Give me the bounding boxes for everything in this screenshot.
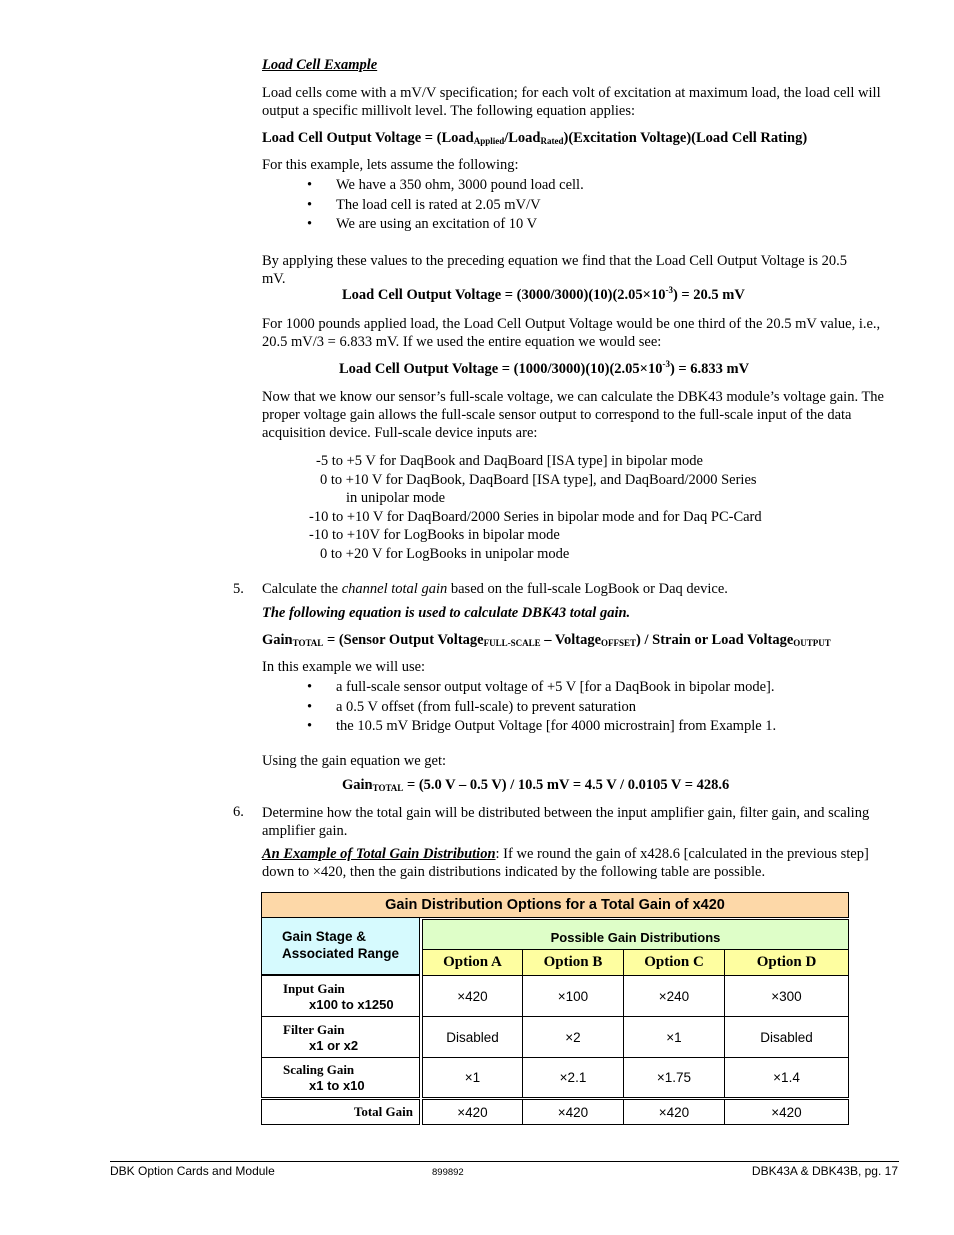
- step6-text: Determine how the total gain will be distributed between the input amplifier gain, filter gain, and scaling amplifier gain.: [262, 805, 870, 839]
- list-item: -10 to +10 V for DaqBoard/2000 Series in bipolar mode and for Daq PC-Card: [309, 509, 762, 525]
- table-cell: ×1.4: [724, 1057, 849, 1098]
- list-item: • We have a 350 ohm, 3000 pound load cell.: [307, 177, 584, 193]
- step-number: 5.: [233, 581, 244, 597]
- row-range: x100 to x1250: [309, 997, 394, 1012]
- list-item: • We are using an excitation of 10 V: [307, 216, 538, 232]
- row-range: x1 or x2: [309, 1038, 359, 1053]
- total-cell: ×420: [522, 1099, 624, 1125]
- row-name: Filter Gain: [283, 1022, 345, 1037]
- table-title: Gain Distribution Options for a Total Gain of x420: [261, 892, 849, 918]
- footer-center: 899892: [432, 1167, 464, 1178]
- equation-gain-total: Gain$_{TOTAL}$ = (Sensor Output Voltage$_{FULL-SCALE}$ – Voltage$_{OFFSET}$) / Strain or Load Voltage$_{OUTPUT}$: [262, 632, 831, 648]
- list-item: -10 to +10V for LogBooks in bipolar mode: [309, 527, 560, 543]
- para-1000-pounds: For 1000 pounds applied load, the Load Cell Output Voltage would be one third of the 20.5 mV value, i.e., 20.5 mV/3 = 6.833 mV. If we used the entire equation we would see:: [262, 316, 881, 350]
- table-cell: ×1: [623, 1016, 725, 1058]
- use-text: In this example we will use:: [262, 659, 426, 675]
- example-list: [307, 678, 910, 737]
- total-cell: ×420: [724, 1099, 849, 1125]
- applying-paragraph: By applying these values to the preceding equation we find that the Load Cell Output Voltage is 20.5 mV.: [262, 253, 847, 287]
- table-cell: Disabled: [724, 1016, 849, 1058]
- using-text: Using the gain equation we get:: [262, 753, 447, 769]
- list-item: • a full-scale sensor output voltage of +5 V [for a DaqBook in bipolar mode].: [307, 679, 775, 695]
- total-gain-label: Total Gain: [261, 1099, 420, 1125]
- list-item: -5 to +5 V for DaqBook and DaqBoard [ISA type] in bipolar mode: [316, 453, 703, 469]
- option-d-header: Option D: [724, 949, 849, 976]
- option-a-header: Option A: [422, 949, 523, 976]
- footer-divider: [110, 1161, 899, 1162]
- table-cell: ×1: [422, 1057, 523, 1098]
- table-cell: ×1.75: [623, 1057, 725, 1098]
- row-range: x1 to x10: [309, 1078, 365, 1093]
- gain-distribution-table: [261, 892, 849, 1125]
- row-name: Scaling Gain: [283, 1062, 355, 1077]
- table-cell: ×240: [623, 975, 725, 1017]
- assume-text: For this example, lets assume the following:: [262, 157, 519, 173]
- section-heading: Load Cell Example: [262, 57, 378, 73]
- possible-header: Possible Gain Distributions: [422, 919, 849, 950]
- list-item: • a 0.5 V offset (from full-scale) to prevent saturation: [307, 698, 636, 715]
- option-c-header: Option C: [623, 949, 725, 976]
- intro-paragraph: Load cells come with a mV/V specification; for each volt of excitation at maximum load, the load cell will output a specific millivolt level. The following equation applies:: [262, 85, 881, 119]
- total-cell: ×420: [623, 1099, 725, 1125]
- footer-right: DBK43A & DBK43B, pg. 17: [751, 1164, 898, 1178]
- table-cell: ×2.1: [522, 1057, 624, 1098]
- list-item: in unipolar mode: [346, 490, 446, 506]
- list-item: • The load cell is rated at 2.05 mV/V: [307, 196, 541, 213]
- table-cell: ×100: [522, 975, 624, 1017]
- list-item: 0 to +20 V for LogBooks in unipolar mode: [320, 546, 570, 562]
- option-b-header: Option B: [522, 949, 624, 976]
- table-row-label: [261, 1057, 420, 1098]
- table-cell: ×300: [724, 975, 849, 1017]
- equation-load-cell: Load Cell Output Voltage = (Load$_{Applied}$/Load$_{Rated}$)(Excitation Voltage)(Load Cell Rating): [262, 130, 808, 146]
- equation-result: Gain$_{TOTAL}$ = (5.0 V – 0.5 V) / 10.5 mV = 4.5 V / 0.0105 V = 428.6: [342, 777, 730, 793]
- list-item: • the 10.5 mV Bridge Output Voltage [for 4000 microstrain] from Example 1.: [307, 718, 777, 734]
- fullscale-paragraph: Now that we know our sensor’s full-scale voltage, we can calculate the DBK43 module’s voltage gain. The proper voltage gain allows the full-scale sensor output to correspond to the full-scale input of the data acquisition device. Full-scale device inputs are:: [262, 389, 884, 441]
- table-cell: Disabled: [422, 1016, 523, 1058]
- equation-6-833mv: Load Cell Output Voltage = $(1000/3000)(10)(2.05\times 10^{-3}) = 6.833$ mV: [339, 359, 750, 377]
- table-cell: ×2: [522, 1016, 624, 1058]
- step5-bold-note: The following equation is used to calculate DBK43 total gain.: [262, 605, 631, 621]
- step6-example: An Example of Total Gain Distribution: If we round the gain of x428.6 [calculated in the previous step] down to ×420, then the gain distributions indicated by the following table are possible.: [262, 846, 869, 880]
- total-cell: ×420: [422, 1099, 523, 1125]
- stage-header: Gain Stage & Associated Range: [261, 917, 420, 975]
- list-item: 0 to +10 V for DaqBook, DaqBoard [ISA type], and DaqBoard/2000 Series: [320, 472, 757, 488]
- table-cell: ×420: [422, 975, 523, 1017]
- step5-text: Calculate the channel total gain based on the full-scale LogBook or Daq device.: [262, 581, 728, 597]
- table-row-label: [261, 1016, 420, 1058]
- assumption-list: [307, 176, 910, 235]
- step-number: 6.: [233, 804, 244, 820]
- table-row-label: [261, 975, 420, 1017]
- row-name: Input Gain: [283, 981, 345, 996]
- equation-20-5mv: Load Cell Output Voltage = $(3000/3000)(10)(2.05\times 10^{-3}) = 20.5$ mV: [342, 285, 745, 303]
- footer-left: DBK Option Cards and Module: [110, 1164, 275, 1178]
